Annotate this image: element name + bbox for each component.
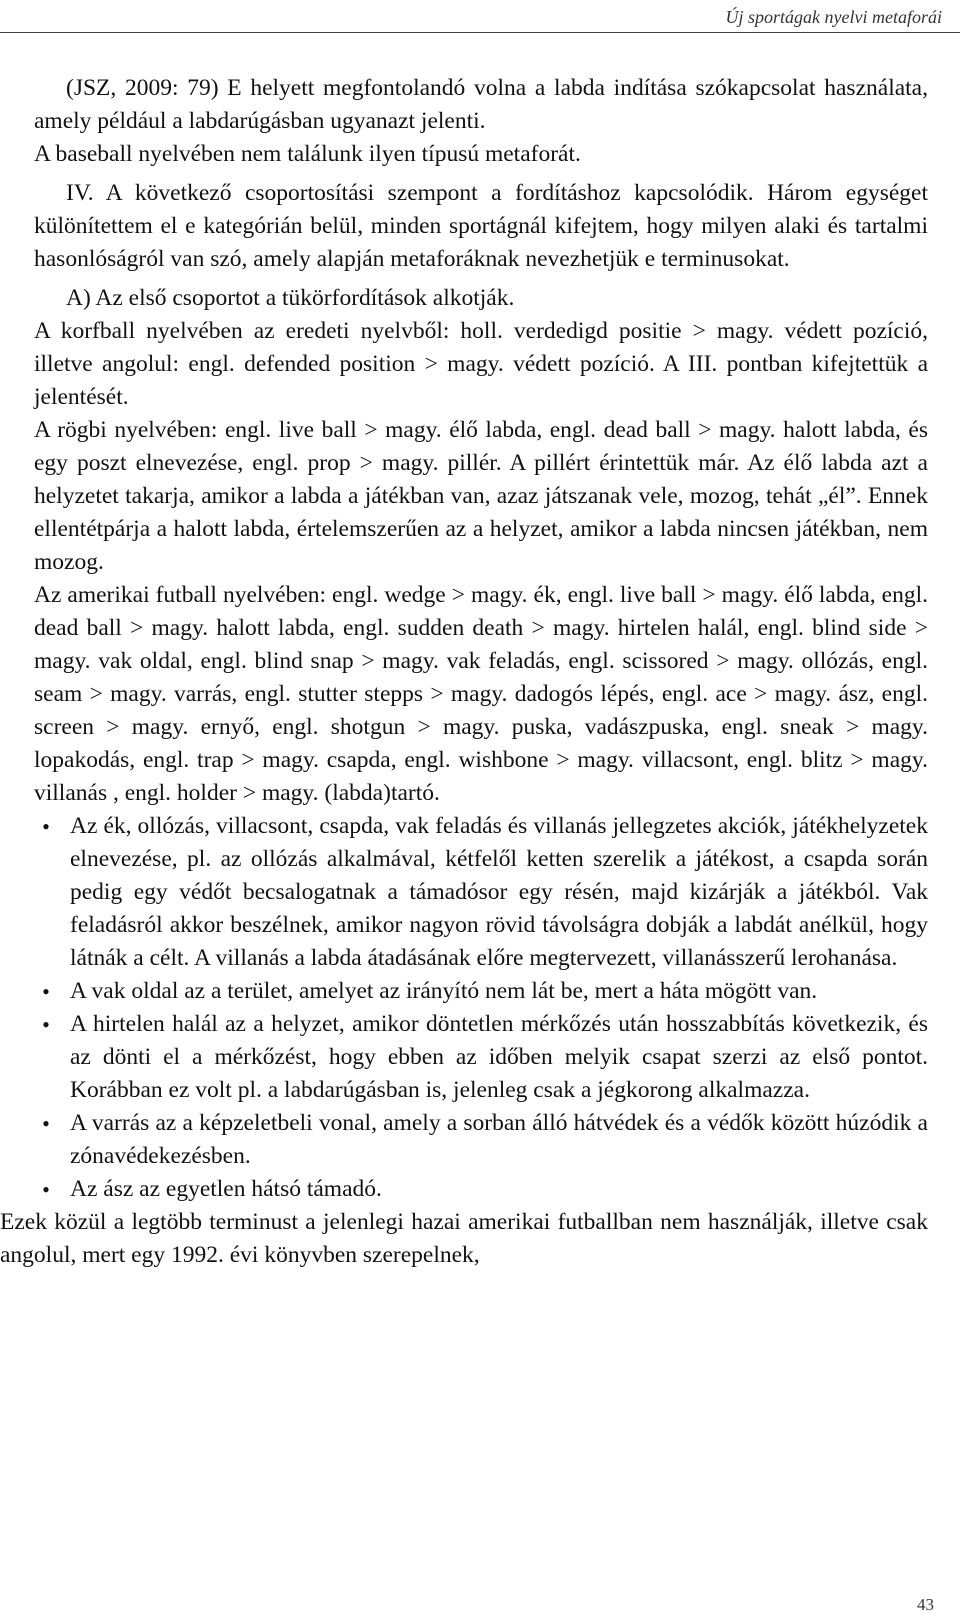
running-title: Új sportágak nyelvi metaforái [725,7,942,27]
page-header [0,2,960,33]
list-item [42,1008,928,1107]
list-item [42,1173,928,1206]
list-item-text: A hirtelen halál az a helyzet, amikor döntetlen mérkőzés után hosszabbítás következik, és az dönti el a mérkőzést, hogy ebben az időben melyik csapat szerzi az első pontot. Korábban ez volt pl. a labdarúgásban is, jelenleg csak a jégkorong alkalmazza. [70,1011,928,1103]
list-item [42,1107,928,1173]
bullet-icon: • [42,1111,50,1136]
bullet-icon: • [42,814,50,839]
paragraph: Ezek közül a legtöbb terminust a jelenlegi hazai amerikai futballban nem használják, illetve csak angolul, mert egy 1992. évi könyvben szerepelnek, [0,1209,928,1268]
paragraph: (JSZ, 2009: 79) E helyett megfontolandó volna a labda indítása szókapcsolat használata, amely például a labdarúgásban ugyanazt jelenti. [34,75,928,134]
page-number: 43 [917,1595,934,1614]
bullet-list [34,810,928,1206]
paragraph: A korfball nyelvében az eredeti nyelvből: holl. verdedigd positie > magy. védett pozíció, illetve angolul: engl. defended position > magy. védett pozíció. A III. pontban kifejtettük a jelentését. [34,318,928,410]
paragraph: A baseball nyelvében nem találunk ilyen típusú metaforát. [34,141,581,167]
list-item [42,975,928,1008]
paragraph: Az amerikai futball nyelvében: engl. wedge > magy. ék, engl. live ball > magy. élő labda, engl. dead ball > magy. halott labda, engl. sudden death > magy. hirtelen halál, engl. blind side > magy. vak oldal, engl. blind snap > magy. vak feladás, engl. scissored > magy. ollózás, engl. seam > magy. varrás, engl. stutter stepps > magy. dadogós lépés, engl. ace > magy. ász, engl. screen > magy. ernyő, engl. shotgun > magy. puska, vadászpuska, engl. sneak > magy. lopakodás, engl. trap > magy. csapda, engl. wishbone > magy. villacsont, engl. blitz > magy. villanás , engl. holder > magy. (labda)tartó. [34,582,928,806]
paragraph: A) Az első csoportot a tükörfordítások alkotják. [66,285,515,311]
list-item-text: Az ék, ollózás, villacsont, csapda, vak feladás és villanás jellegzetes akciók, játékhelyzetek elnevezése, pl. az ollózás alkalmával, kétfelől ketten szerelik a játékost, a csapda során pedig egy védőt becsalogatnak a támadósor egy résén, majd kizárják a játékból. Vak feladásról akkor beszélnek, amikor nagyon rövid távolságra dobják a labdát anélkül, hogy látnák a célt. A villanás a labda átadásának előre megtervezett, villanásszerű lerohanása. [70,813,928,971]
paragraph: IV. A következő csoportosítási szempont a fordításhoz kapcsolódik. Három egységet különítettem el e kategórián belül, minden sportágnál kifejtem, hogy milyen alaki és tartalmi hasonlóságról van szó, amely alapján metaforáknak nevezhetjük e terminusokat. [34,180,928,272]
list-item-text: A vak oldal az a terület, amelyet az irányító nem lát be, mert a háta mögött van. [70,978,818,1004]
list-item-text: A varrás az a képzeletbeli vonal, amely a sorban álló hátvédek és a védők között húzódik a zónavédekezésben. [70,1110,928,1169]
bullet-icon: • [42,1177,50,1202]
list-item [42,810,928,975]
paragraph: A rögbi nyelvében: engl. live ball > magy. élő labda, engl. dead ball > magy. halott labda, és egy poszt elnevezése, engl. prop > magy. pillér. A pillért érintettük már. Az élő labda azt a helyzetet takarja, amikor a labda a játékban van, azaz játszanak vele, mozog, tehát „él”. Ennek ellentétpárja a halott labda, értelemszerűen az a helyzet, amikor a labda nincsen játékban, nem mozog. [34,417,928,575]
page-body [0,72,928,1272]
bullet-icon: • [42,979,50,1004]
bullet-icon: • [42,1012,50,1037]
list-item-text: Az ász az egyetlen hátsó támadó. [70,1176,382,1202]
